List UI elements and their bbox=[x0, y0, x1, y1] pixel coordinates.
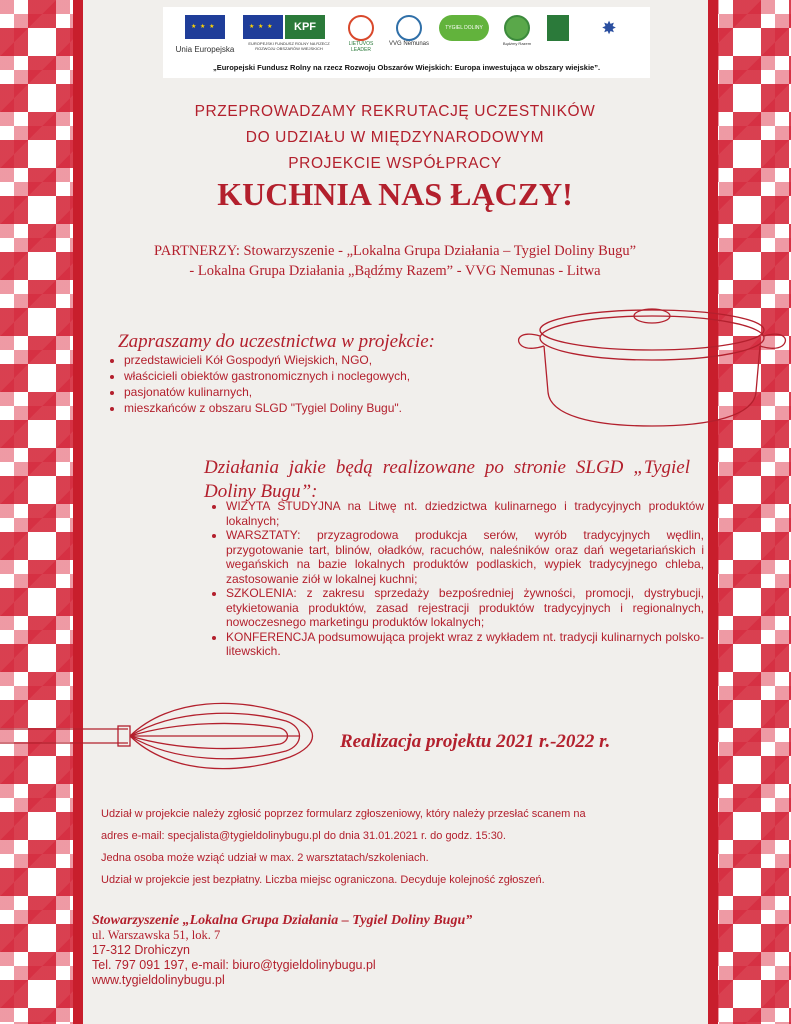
contact-city: 17-312 Drohiczyn bbox=[92, 943, 190, 957]
list-item: • SZKOLENIA: z zakresu sprzedaży bezpośredniej żywności, promocji, dystrybucji, etykietowania produktów, zasad rejestracji produktów tradycyjnych i regionalnych, nowoczesnego marketingu produktów lokalnych; bbox=[226, 586, 704, 630]
vvg-label: VVG Nemunas bbox=[388, 41, 430, 47]
eu-flag-icon bbox=[185, 15, 225, 39]
leader-logo bbox=[343, 15, 379, 53]
activities-list bbox=[212, 499, 704, 659]
badzmy-emblem-icon bbox=[504, 15, 530, 41]
realization-dates: Realizacja projektu 2021 r.-2022 r. bbox=[340, 731, 611, 752]
info-line-4: Udział w projekcie jest bezpłatny. Liczba miejsc ograniczona. Decyduje kolejność zgłoszeń. bbox=[101, 874, 545, 886]
info-line-3: Jedna osoba może wziąć udział w max. 2 warsztatach/szkoleniach. bbox=[101, 852, 429, 864]
contact-street: ul. Warszawska 51, lok. 7 bbox=[92, 928, 221, 942]
leader-label: LIETUVOS LEADER bbox=[348, 41, 374, 53]
heading-line-1: PRZEPROWADZAMY REKRUTACJĘ UCZESTNIKÓW bbox=[194, 103, 596, 120]
contact-org: Stowarzyszenie „Lokalna Grupa Działania – Tygiel Doliny Bugu” bbox=[92, 913, 473, 928]
leader-square-logo bbox=[545, 15, 571, 47]
contact-web: www.tygieldolinybugu.pl bbox=[92, 973, 225, 987]
info-line-1: Udział w projekcie należy zgłosić poprzez formularz zgłoszeniowy, który należy przesłać scanem na bbox=[101, 808, 586, 820]
fund-line: „Europejski Fundusz Rolny na rzecz Rozwoju Obszarów Wiejskich: Europa inwestująca w obszary wiejskie”. bbox=[212, 63, 601, 72]
whisk-icon bbox=[0, 695, 330, 775]
vvg-logo bbox=[387, 15, 431, 47]
contact-block bbox=[92, 913, 472, 988]
badzmy-razem-logo bbox=[499, 15, 535, 47]
pot-icon bbox=[514, 300, 791, 440]
page-title: KUCHNIA NAS ŁĄCZY! bbox=[217, 176, 573, 212]
info-line-2: adres e-mail: specjalista@tygieldolinybugu.pl do dnia 31.01.2021 r. do godz. 15:30. bbox=[101, 830, 506, 842]
kpf-logo bbox=[243, 15, 335, 51]
logo-bar bbox=[163, 7, 650, 78]
leader-square-icon bbox=[547, 15, 569, 41]
heading-line-3: PROJEKCIE WSPÓŁPRACY bbox=[288, 155, 502, 172]
list-item: • właścicieli obiektów gastronomicznych i noclegowych, bbox=[124, 368, 410, 384]
activities-title: Działania jakie będą realizowane po stronie SLGD „Tygiel Doliny Bugu”: bbox=[204, 457, 690, 502]
tygiel-badge: TYGIEL DOLINY BUGU bbox=[439, 15, 489, 41]
tygiel-logo bbox=[439, 15, 491, 57]
kpf-badge: KPF bbox=[285, 15, 325, 39]
contact-phone: Tel. 797 091 197, e-mail: biuro@tygieldolinybugu.pl bbox=[92, 958, 376, 972]
eu-logo bbox=[175, 15, 235, 54]
list-item: • pasjonatów kulinarnych, bbox=[124, 384, 410, 400]
partners-line-1: PARTNERZY: Stowarzyszenie - „Lokalna Grupa Działania – Tygiel Doliny Bugu” bbox=[153, 243, 637, 259]
list-item: • KONFERENCJA podsumowująca projekt wraz z wykładem nt. tradycji kulinarnych polsko-litewskich. bbox=[226, 630, 704, 659]
list-item: • WIZYTA STUDYJNA na Litwę nt. dziedzictwa kulinarnego i tradycyjnych produktów lokalnych; bbox=[226, 499, 704, 528]
kpf-caption: EUROPEJSKI FUNDUSZ ROLNY NA RZECZ ROZWOJU OBSZARÓW WIEJSKICH bbox=[248, 41, 330, 51]
star-emblem-icon: ✸ bbox=[601, 18, 617, 38]
prow-logo bbox=[579, 15, 639, 47]
invite-title: Zapraszamy do uczestnictwa w projekcie: bbox=[118, 331, 435, 352]
leaf-icon bbox=[348, 15, 374, 41]
vvg-emblem-icon bbox=[396, 15, 422, 41]
list-item: • mieszkańców z obszaru SLGD "Tygiel Doliny Bugu". bbox=[124, 400, 410, 416]
partners-line-2: - Lokalna Grupa Działania „Bądźmy Razem” - VVG Nemunas - Litwa bbox=[189, 263, 601, 279]
heading-line-2: DO UDZIAŁU W MIĘDZYNARODOWYM bbox=[245, 129, 545, 146]
partners bbox=[100, 241, 690, 281]
list-item: • WARSZTATY: przyzagrodowa produkcja serów, wyrób tradycyjnych wędlin, przygotowanie tart, blinów, oładków, racuchów, naleśników oraz dań wegetariańskich i wegańskich na bazie lokalnych produktów podlaskich, wypiek tradycyjnego chleba, zastosowanie ziół w lokalnej kuchni; bbox=[226, 528, 704, 586]
eu-flag-small-icon bbox=[243, 15, 283, 39]
badzmy-label: Bądźmy Razem bbox=[502, 41, 532, 46]
list-item: • przedstawicieli Kół Gospodyń Wiejskich, NGO, bbox=[124, 352, 410, 368]
invite-list bbox=[110, 352, 410, 416]
eu-label: Unia Europejska bbox=[175, 45, 235, 54]
